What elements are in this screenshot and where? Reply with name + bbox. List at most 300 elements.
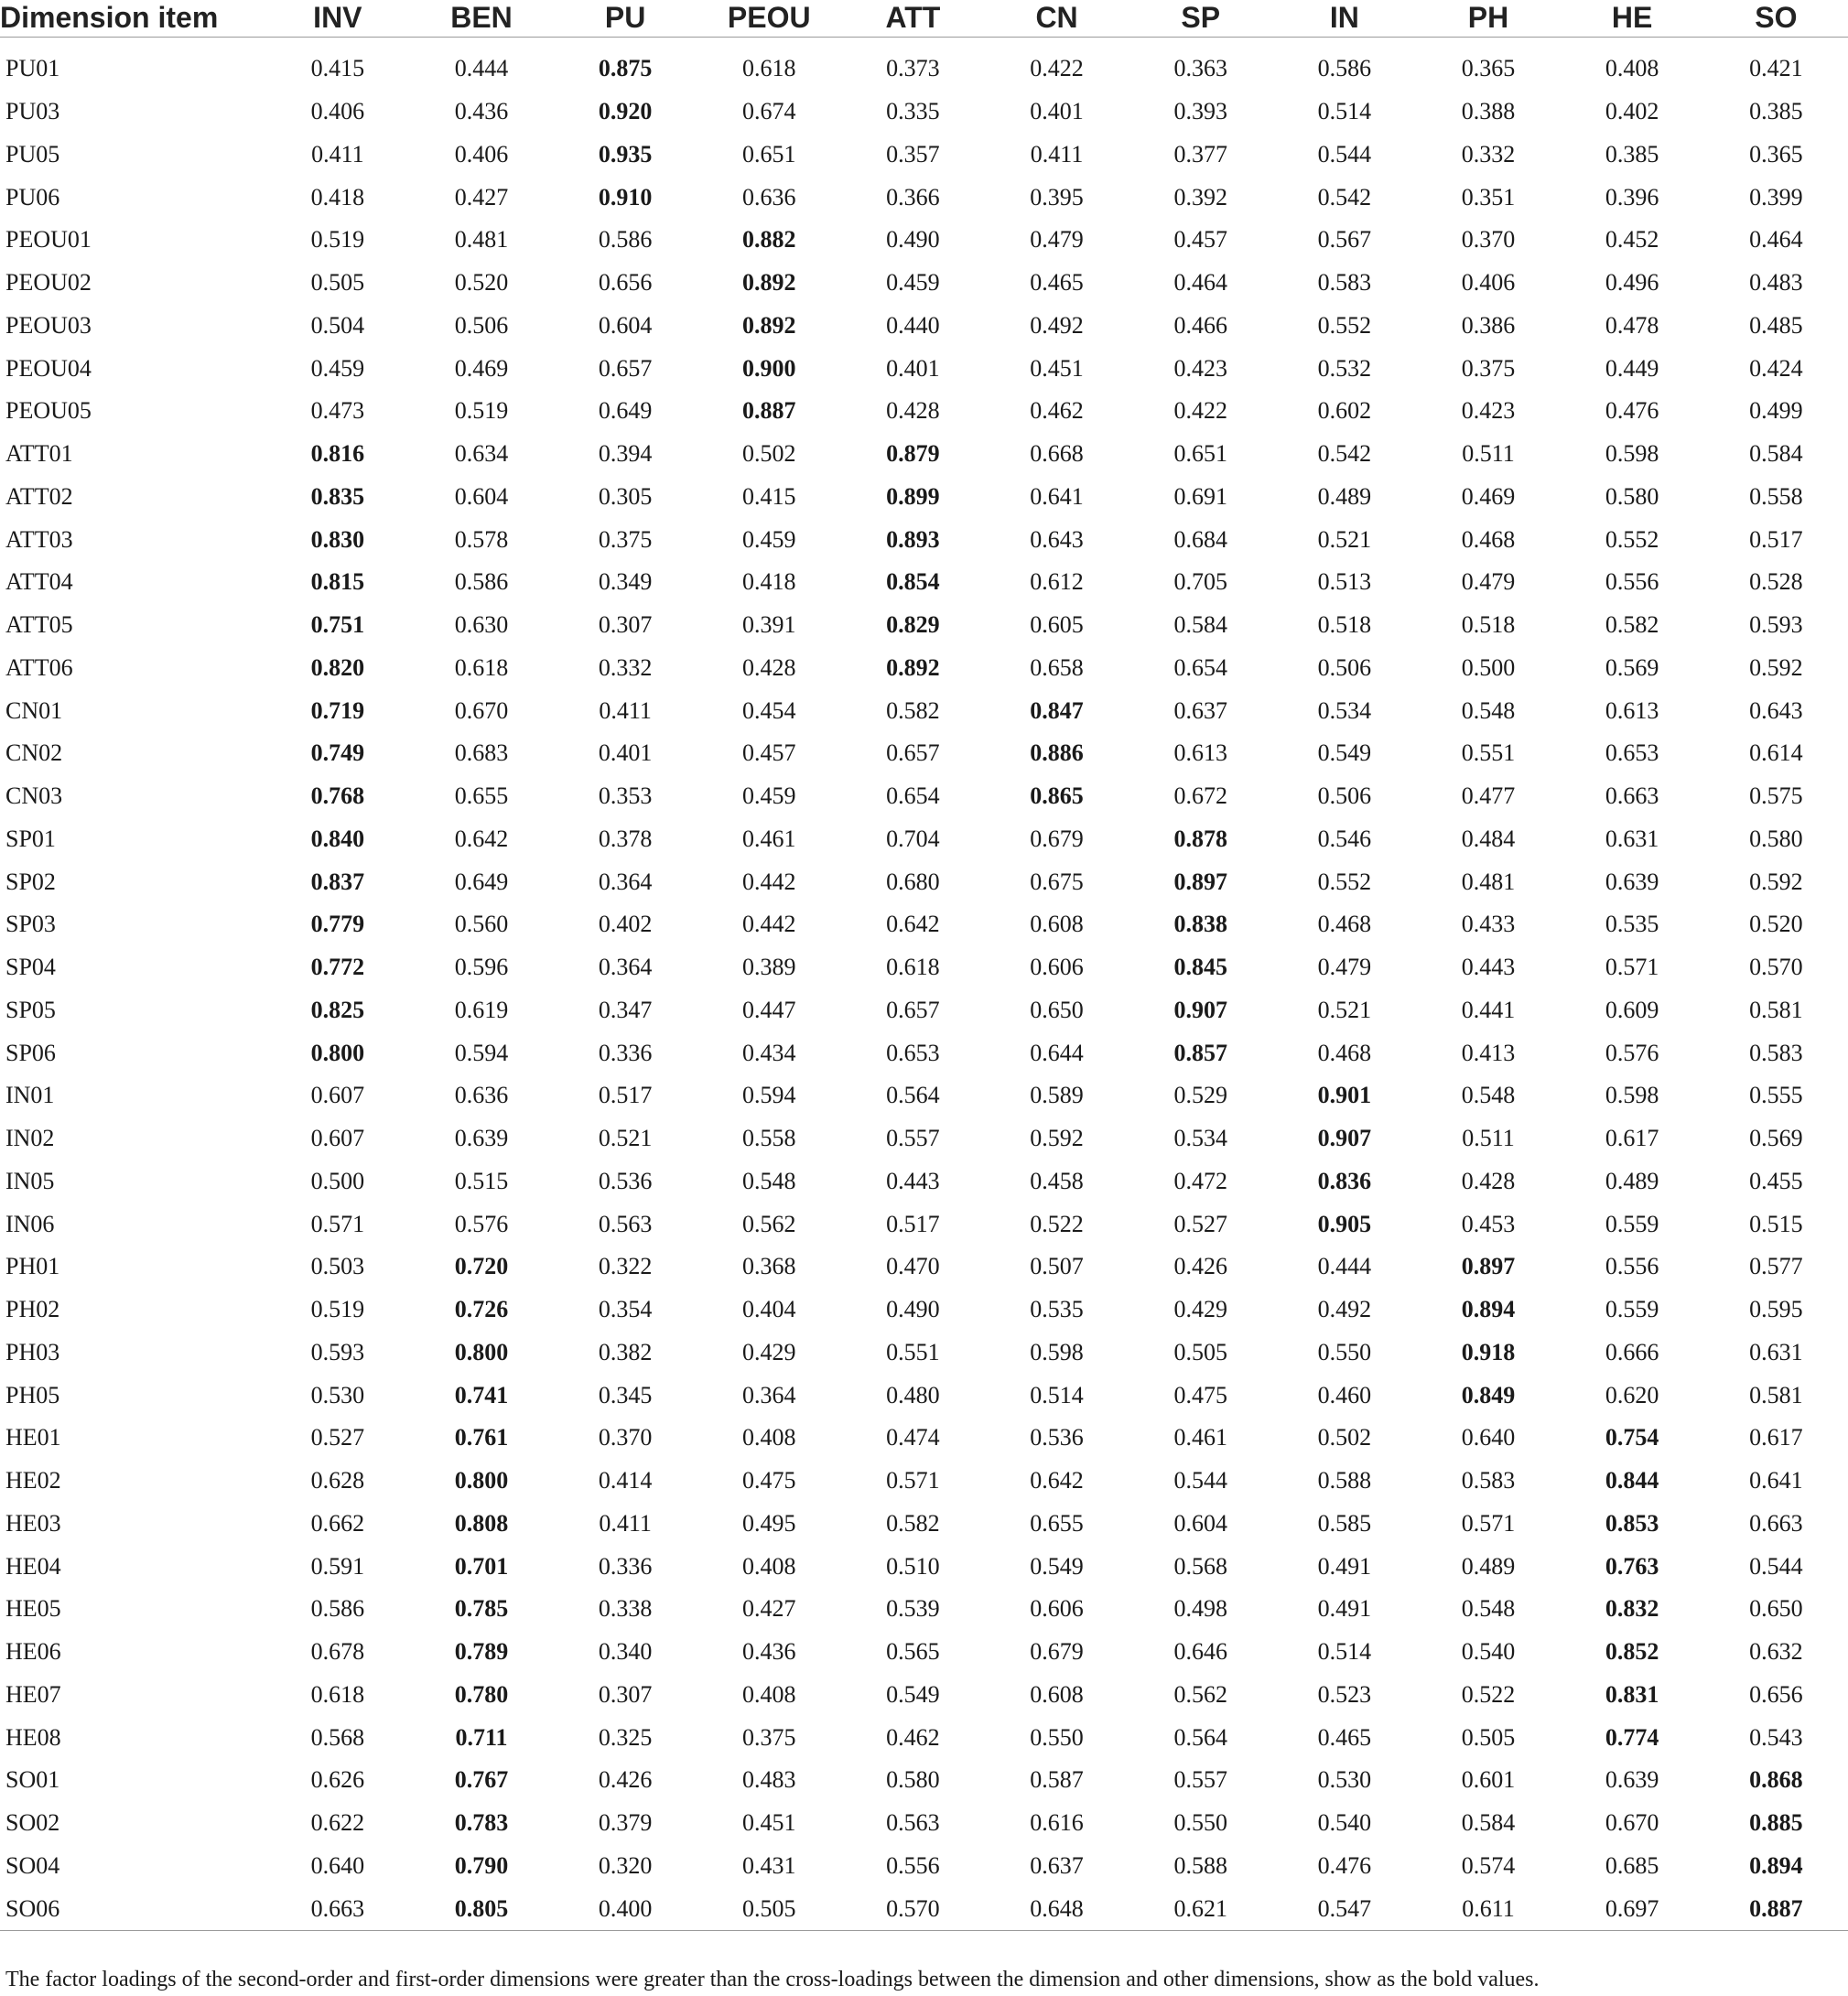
loading-cell: 0.395 <box>1030 183 1084 210</box>
loading-cell: 0.429 <box>742 1338 796 1365</box>
loading-cell: 0.636 <box>454 1082 509 1109</box>
loading-cell: 0.626 <box>310 1766 365 1794</box>
loading-cell: 0.705 <box>1173 568 1227 596</box>
loading-cell: 0.536 <box>598 1167 653 1194</box>
loading-cell: 0.392 <box>1173 183 1227 210</box>
loading-cell: 0.548 <box>1461 696 1516 724</box>
loading-cell: 0.544 <box>1173 1467 1227 1494</box>
loading-cell: 0.481 <box>1461 868 1516 895</box>
loading-cell: 0.431 <box>742 1851 796 1879</box>
loading-cell: 0.571 <box>310 1210 365 1237</box>
loading-cell: 0.363 <box>1173 55 1227 82</box>
loading-cell: 0.504 <box>310 311 365 339</box>
loading-cell: 0.550 <box>1317 1338 1372 1365</box>
loading-cell: 0.637 <box>1030 1851 1084 1879</box>
loading-cell: 0.894 <box>1461 1296 1516 1323</box>
loading-cell: 0.480 <box>886 1381 940 1408</box>
dimension-item-cell: PEOU05 <box>5 397 92 425</box>
loading-cell: 0.678 <box>310 1638 365 1666</box>
loading-cell: 0.653 <box>1605 739 1659 767</box>
loading-cell: 0.402 <box>598 911 653 938</box>
loading-cell: 0.564 <box>886 1082 940 1109</box>
loading-cell: 0.655 <box>1030 1509 1084 1537</box>
loading-cell: 0.685 <box>1605 1851 1659 1879</box>
dimension-item-cell: PU05 <box>5 140 60 167</box>
loading-cell: 0.594 <box>454 1039 509 1066</box>
loading-cell: 0.535 <box>1030 1296 1084 1323</box>
loading-cell: 0.658 <box>1030 653 1084 681</box>
loading-cell: 0.580 <box>1605 482 1659 510</box>
loading-cell: 0.365 <box>1749 140 1803 167</box>
loading-cell: 0.571 <box>1605 954 1659 981</box>
loading-cell: 0.595 <box>1749 1296 1803 1323</box>
dimension-item-cell: PH02 <box>5 1296 60 1323</box>
loading-cell: 0.584 <box>1173 611 1227 639</box>
loading-cell: 0.418 <box>742 568 796 596</box>
table-row <box>0 518 1848 561</box>
loading-cell: 0.474 <box>886 1424 940 1451</box>
loading-cell: 0.443 <box>1461 954 1516 981</box>
loading-cell: 0.584 <box>1749 440 1803 468</box>
loading-cell: 0.608 <box>1030 911 1084 938</box>
loading-cell: 0.441 <box>1461 996 1516 1023</box>
loading-cell: 0.836 <box>1317 1167 1372 1194</box>
loading-cell: 0.663 <box>1605 782 1659 810</box>
loading-cell: 0.408 <box>742 1552 796 1580</box>
loading-cell: 0.586 <box>310 1595 365 1623</box>
loading-cell: 0.749 <box>310 739 365 767</box>
dimension-item-cell: HE05 <box>5 1595 61 1623</box>
loading-cell: 0.894 <box>1749 1851 1803 1879</box>
loading-cell: 0.517 <box>886 1210 940 1237</box>
loading-cell: 0.875 <box>598 55 653 82</box>
column-header-in: IN <box>1272 0 1416 38</box>
loading-cell: 0.570 <box>1749 954 1803 981</box>
loading-cell: 0.583 <box>1749 1039 1803 1066</box>
table-row <box>0 818 1848 861</box>
loading-cell: 0.515 <box>454 1167 509 1194</box>
loading-cell: 0.505 <box>1173 1338 1227 1365</box>
loading-cell: 0.857 <box>1173 1039 1227 1066</box>
loading-cell: 0.838 <box>1173 911 1227 938</box>
dimension-item-cell: ATT02 <box>5 482 73 510</box>
loading-cell: 0.878 <box>1173 825 1227 852</box>
loading-cell: 0.583 <box>1461 1467 1516 1494</box>
loading-cell: 0.720 <box>454 1253 509 1280</box>
loading-cell: 0.365 <box>1461 55 1516 82</box>
loading-cell: 0.555 <box>1749 1082 1803 1109</box>
loading-cell: 0.789 <box>454 1638 509 1666</box>
loading-cell: 0.588 <box>1317 1467 1372 1494</box>
loading-cell: 0.527 <box>310 1424 365 1451</box>
dimension-item-cell: PU06 <box>5 183 60 210</box>
loading-cell: 0.464 <box>1749 226 1803 254</box>
loading-cell: 0.336 <box>598 1552 653 1580</box>
loading-cell: 0.900 <box>742 354 796 382</box>
loading-cell: 0.506 <box>454 311 509 339</box>
loading-cell: 0.499 <box>1749 397 1803 425</box>
loading-cell: 0.459 <box>310 354 365 382</box>
table-row <box>0 775 1848 818</box>
loading-cell: 0.887 <box>1704 1887 1848 1930</box>
loading-cell: 0.564 <box>1173 1723 1227 1751</box>
loading-cell: 0.582 <box>1605 611 1659 639</box>
loading-cell: 0.808 <box>454 1509 509 1537</box>
table-row <box>0 732 1848 775</box>
loading-cell: 0.643 <box>1030 525 1084 553</box>
loading-cell: 0.653 <box>886 1039 940 1066</box>
loading-cell: 0.518 <box>1461 611 1516 639</box>
loading-cell: 0.307 <box>598 611 653 639</box>
loading-cell: 0.546 <box>1317 825 1372 852</box>
loading-cell: 0.429 <box>1173 1296 1227 1323</box>
loading-cell: 0.563 <box>598 1210 653 1237</box>
loading-cell: 0.882 <box>742 226 796 254</box>
dimension-item-cell: PEOU04 <box>5 354 92 382</box>
loading-cell: 0.550 <box>1173 1809 1227 1837</box>
loading-cell: 0.849 <box>1461 1381 1516 1408</box>
loading-cell: 0.892 <box>742 311 796 339</box>
loading-cell: 0.768 <box>310 782 365 810</box>
table-row <box>0 1845 1848 1888</box>
loading-cell: 0.648 <box>985 1887 1129 1930</box>
loading-cell: 0.511 <box>1462 1125 1515 1152</box>
loading-cell: 0.498 <box>1173 1595 1227 1623</box>
loading-cell: 0.396 <box>1605 183 1659 210</box>
loading-cell: 0.460 <box>1317 1381 1372 1408</box>
loading-cell: 0.642 <box>454 825 509 852</box>
loading-cell: 0.632 <box>1749 1638 1803 1666</box>
loading-cell: 0.389 <box>742 954 796 981</box>
loading-cell: 0.473 <box>310 397 365 425</box>
loading-cell: 0.411 <box>311 140 364 167</box>
loading-cell: 0.568 <box>1173 1552 1227 1580</box>
loading-cell: 0.783 <box>454 1809 509 1837</box>
loading-cell: 0.458 <box>1030 1167 1084 1194</box>
loading-cell: 0.479 <box>1317 954 1372 981</box>
loading-cell: 0.500 <box>1461 653 1516 681</box>
loading-cell: 0.905 <box>1317 1210 1372 1237</box>
dimension-item-cell: CN03 <box>5 782 63 810</box>
loading-cell: 0.606 <box>1030 1595 1084 1623</box>
loading-cell: 0.457 <box>1173 226 1227 254</box>
loading-cell: 0.651 <box>742 140 796 167</box>
loading-cell: 0.591 <box>310 1552 365 1580</box>
loading-cell: 0.502 <box>1317 1424 1372 1451</box>
loading-cell: 0.800 <box>454 1467 509 1494</box>
loading-cell: 0.611 <box>1416 1887 1560 1930</box>
loading-cell: 0.662 <box>310 1509 365 1537</box>
loading-cell: 0.490 <box>886 1296 940 1323</box>
loading-cell: 0.577 <box>1749 1253 1803 1280</box>
loading-cell: 0.404 <box>742 1296 796 1323</box>
loading-cell: 0.518 <box>1317 611 1372 639</box>
loading-cell: 0.865 <box>1030 782 1084 810</box>
loading-cell: 0.656 <box>598 269 653 297</box>
table-row <box>0 305 1848 348</box>
loading-cell: 0.571 <box>1461 1509 1516 1537</box>
loading-cell: 0.514 <box>1317 1638 1372 1666</box>
table-row <box>0 1674 1848 1717</box>
loading-cell: 0.428 <box>886 397 940 425</box>
loading-cell: 0.552 <box>1317 311 1372 339</box>
loading-cell: 0.578 <box>454 525 509 553</box>
loading-cell: 0.332 <box>598 653 653 681</box>
loading-cell: 0.582 <box>886 696 940 724</box>
loading-cell: 0.654 <box>1173 653 1227 681</box>
loading-cell: 0.411 <box>599 1509 652 1537</box>
table-row <box>0 1588 1848 1631</box>
loading-cell: 0.935 <box>598 140 653 167</box>
loading-cell: 0.576 <box>454 1210 509 1237</box>
loading-cell: 0.408 <box>742 1680 796 1708</box>
loading-cell: 0.604 <box>1173 1509 1227 1537</box>
loading-cell: 0.515 <box>1749 1210 1803 1237</box>
loading-cell: 0.897 <box>1173 868 1227 895</box>
loading-cell: 0.385 <box>1749 98 1803 125</box>
loading-cell: 0.598 <box>1605 440 1659 468</box>
loading-cell: 0.413 <box>1461 1039 1516 1066</box>
loading-cell: 0.612 <box>1030 568 1084 596</box>
loading-cell: 0.364 <box>598 954 653 981</box>
loading-cell: 0.332 <box>1461 140 1516 167</box>
loading-cell: 0.483 <box>742 1766 796 1794</box>
loading-cell: 0.514 <box>1030 1381 1084 1408</box>
dimension-item-cell: ATT01 <box>5 440 73 468</box>
loading-cell: 0.805 <box>409 1887 553 1930</box>
loading-cell: 0.489 <box>1605 1167 1659 1194</box>
loading-cell: 0.447 <box>742 996 796 1023</box>
table-row <box>0 176 1848 219</box>
loading-cell: 0.507 <box>1030 1253 1084 1280</box>
loading-cell: 0.388 <box>1461 98 1516 125</box>
dimension-item-cell: HE01 <box>5 1424 61 1451</box>
loading-cell: 0.406 <box>454 140 509 167</box>
loading-cell: 0.406 <box>1461 269 1516 297</box>
loading-cell: 0.443 <box>886 1167 940 1194</box>
loading-cell: 0.643 <box>1749 696 1803 724</box>
loading-cell: 0.492 <box>1317 1296 1372 1323</box>
table-row <box>0 1160 1848 1203</box>
loading-cell: 0.550 <box>1030 1723 1084 1751</box>
loading-cell: 0.433 <box>1461 911 1516 938</box>
column-header-ben: BEN <box>409 0 553 38</box>
loading-cell: 0.503 <box>310 1253 365 1280</box>
loading-cell: 0.461 <box>1173 1424 1227 1451</box>
loading-cell: 0.741 <box>454 1381 509 1408</box>
loading-cell: 0.408 <box>1605 55 1659 82</box>
loading-cell: 0.540 <box>1317 1809 1372 1837</box>
dimension-item-cell: ATT05 <box>5 611 73 639</box>
loading-cell: 0.472 <box>1173 1167 1227 1194</box>
loading-cell: 0.402 <box>1605 98 1659 125</box>
loading-cell: 0.454 <box>742 696 796 724</box>
loading-cell: 0.549 <box>1317 739 1372 767</box>
loading-cell: 0.469 <box>454 354 509 382</box>
loading-cell: 0.594 <box>742 1082 796 1109</box>
loading-cell: 0.557 <box>886 1125 940 1152</box>
loading-cell: 0.386 <box>1461 311 1516 339</box>
loading-cell: 0.701 <box>454 1552 509 1580</box>
loading-cell: 0.622 <box>310 1809 365 1837</box>
loading-cell: 0.897 <box>1461 1253 1516 1280</box>
loading-cell: 0.340 <box>598 1638 653 1666</box>
loading-cell: 0.424 <box>1749 354 1803 382</box>
loading-cell: 0.646 <box>1173 1638 1227 1666</box>
loading-cell: 0.640 <box>1461 1424 1516 1451</box>
loading-cell: 0.382 <box>598 1338 653 1365</box>
loading-cell: 0.478 <box>1605 311 1659 339</box>
loading-cell: 0.519 <box>454 397 509 425</box>
table-footnote: The factor loadings of the second-order and first-order dimensions were greater than the cross-loadings between the dimension and other dimensions, show as the bold values. <box>5 1968 1540 1991</box>
loading-cell: 0.887 <box>742 397 796 425</box>
table-row <box>0 1417 1848 1460</box>
loading-cell: 0.505 <box>697 1887 841 1930</box>
loading-cell: 0.457 <box>742 739 796 767</box>
loading-cell: 0.605 <box>1030 611 1084 639</box>
loading-cell: 0.517 <box>598 1082 653 1109</box>
loading-cell: 0.581 <box>1749 996 1803 1023</box>
loading-cell: 0.511 <box>1462 440 1515 468</box>
loading-cell: 0.307 <box>598 1680 653 1708</box>
loading-cell: 0.844 <box>1605 1467 1659 1494</box>
loading-cell: 0.684 <box>1173 525 1227 553</box>
table-row <box>0 946 1848 989</box>
loading-cell: 0.505 <box>1461 1723 1516 1751</box>
loading-cell: 0.772 <box>310 954 365 981</box>
loading-cell: 0.586 <box>454 568 509 596</box>
loading-cell: 0.451 <box>742 1809 796 1837</box>
loading-cell: 0.375 <box>598 525 653 553</box>
loading-cell: 0.506 <box>1317 782 1372 810</box>
loading-cell: 0.598 <box>1605 1082 1659 1109</box>
loading-cell: 0.568 <box>310 1723 365 1751</box>
loading-cell: 0.800 <box>310 1039 365 1066</box>
dimension-item-cell: PEOU02 <box>5 269 92 297</box>
dimension-item-cell: SO01 <box>5 1766 60 1794</box>
table-row <box>0 390 1848 433</box>
dimension-item-cell: HE08 <box>5 1723 61 1751</box>
loading-cell: 0.613 <box>1173 739 1227 767</box>
loading-cell: 0.492 <box>1030 311 1084 339</box>
loading-cell: 0.691 <box>1173 482 1227 510</box>
loading-cell: 0.462 <box>886 1723 940 1751</box>
loading-cell: 0.918 <box>1461 1338 1516 1365</box>
loading-cell: 0.879 <box>886 440 940 468</box>
loading-cell: 0.465 <box>1030 269 1084 297</box>
loading-cell: 0.609 <box>1605 996 1659 1023</box>
loading-cell: 0.651 <box>1173 440 1227 468</box>
loading-cell: 0.423 <box>1461 397 1516 425</box>
dimension-item-cell: CN01 <box>5 696 63 724</box>
loading-cell: 0.414 <box>598 1467 653 1494</box>
loading-cell: 0.618 <box>886 954 940 981</box>
loading-cell: 0.411 <box>1030 140 1084 167</box>
loading-cell: 0.641 <box>1749 1467 1803 1494</box>
table-row <box>0 1887 1848 1930</box>
loading-cell: 0.616 <box>1030 1809 1084 1837</box>
loading-cell: 0.910 <box>598 183 653 210</box>
table-row <box>0 1460 1848 1503</box>
loading-cell: 0.831 <box>1605 1680 1659 1708</box>
loading-cell: 0.607 <box>310 1125 365 1152</box>
loading-cell: 0.571 <box>886 1467 940 1494</box>
dimension-item-cell: HE02 <box>5 1467 61 1494</box>
loading-cell: 0.522 <box>1461 1680 1516 1708</box>
loading-cell: 0.607 <box>310 1082 365 1109</box>
loading-cell: 0.674 <box>742 98 796 125</box>
loading-cell: 0.548 <box>1461 1595 1516 1623</box>
loading-cell: 0.868 <box>1749 1766 1803 1794</box>
loading-cell: 0.335 <box>886 98 940 125</box>
loading-cell: 0.426 <box>1173 1253 1227 1280</box>
header-row <box>0 0 1848 38</box>
loading-cell: 0.683 <box>454 739 509 767</box>
loading-cell: 0.483 <box>1749 269 1803 297</box>
loading-cell: 0.408 <box>742 1424 796 1451</box>
dimension-item-cell: IN06 <box>5 1210 55 1237</box>
column-header-sp: SP <box>1129 0 1272 38</box>
loading-cell: 0.345 <box>598 1381 653 1408</box>
loading-cell: 0.336 <box>598 1039 653 1066</box>
loading-cell: 0.496 <box>1605 269 1659 297</box>
loading-cell: 0.608 <box>1030 1680 1084 1708</box>
table-row <box>0 91 1848 134</box>
dimension-item-cell: PH03 <box>5 1338 60 1365</box>
loading-cell: 0.644 <box>1030 1039 1084 1066</box>
loading-cell: 0.657 <box>886 739 940 767</box>
loading-cell: 0.602 <box>1317 397 1372 425</box>
loading-cell: 0.379 <box>598 1809 653 1837</box>
dimension-item-cell: SP04 <box>5 954 56 981</box>
loading-cell: 0.575 <box>1749 782 1803 810</box>
loading-cell: 0.442 <box>742 868 796 895</box>
loading-cell: 0.711 <box>455 1723 508 1751</box>
loading-cell: 0.617 <box>1605 1125 1659 1152</box>
loading-cell: 0.845 <box>1173 954 1227 981</box>
loading-cell: 0.491 <box>1317 1595 1372 1623</box>
table-row <box>0 1289 1848 1332</box>
loading-cell: 0.637 <box>1173 696 1227 724</box>
loading-cell: 0.534 <box>1317 696 1372 724</box>
dimension-item-cell: ATT04 <box>5 568 73 596</box>
loading-cell: 0.556 <box>886 1851 940 1879</box>
table-row <box>0 219 1848 262</box>
loading-cell: 0.470 <box>886 1253 940 1280</box>
loading-cell: 0.556 <box>1605 568 1659 596</box>
loading-cell: 0.675 <box>1030 868 1084 895</box>
loading-cell: 0.816 <box>310 440 365 468</box>
loading-cell: 0.489 <box>1461 1552 1516 1580</box>
loading-cell: 0.544 <box>1749 1552 1803 1580</box>
loading-cell: 0.466 <box>1173 311 1227 339</box>
table-row <box>0 1759 1848 1802</box>
loading-cell: 0.436 <box>454 98 509 125</box>
loading-cell: 0.475 <box>742 1467 796 1494</box>
loading-cell: 0.640 <box>310 1851 365 1879</box>
loading-cell: 0.368 <box>742 1253 796 1280</box>
loading-cell: 0.535 <box>1605 911 1659 938</box>
loading-cell: 0.785 <box>454 1595 509 1623</box>
loading-cell: 0.631 <box>1605 825 1659 852</box>
loading-cell: 0.557 <box>1173 1766 1227 1794</box>
loading-cell: 0.385 <box>1605 140 1659 167</box>
loading-cell: 0.719 <box>310 696 365 724</box>
loading-cell: 0.574 <box>1461 1851 1516 1879</box>
loading-cell: 0.670 <box>1605 1809 1659 1837</box>
table-row <box>0 1031 1848 1074</box>
loading-cell: 0.440 <box>886 311 940 339</box>
